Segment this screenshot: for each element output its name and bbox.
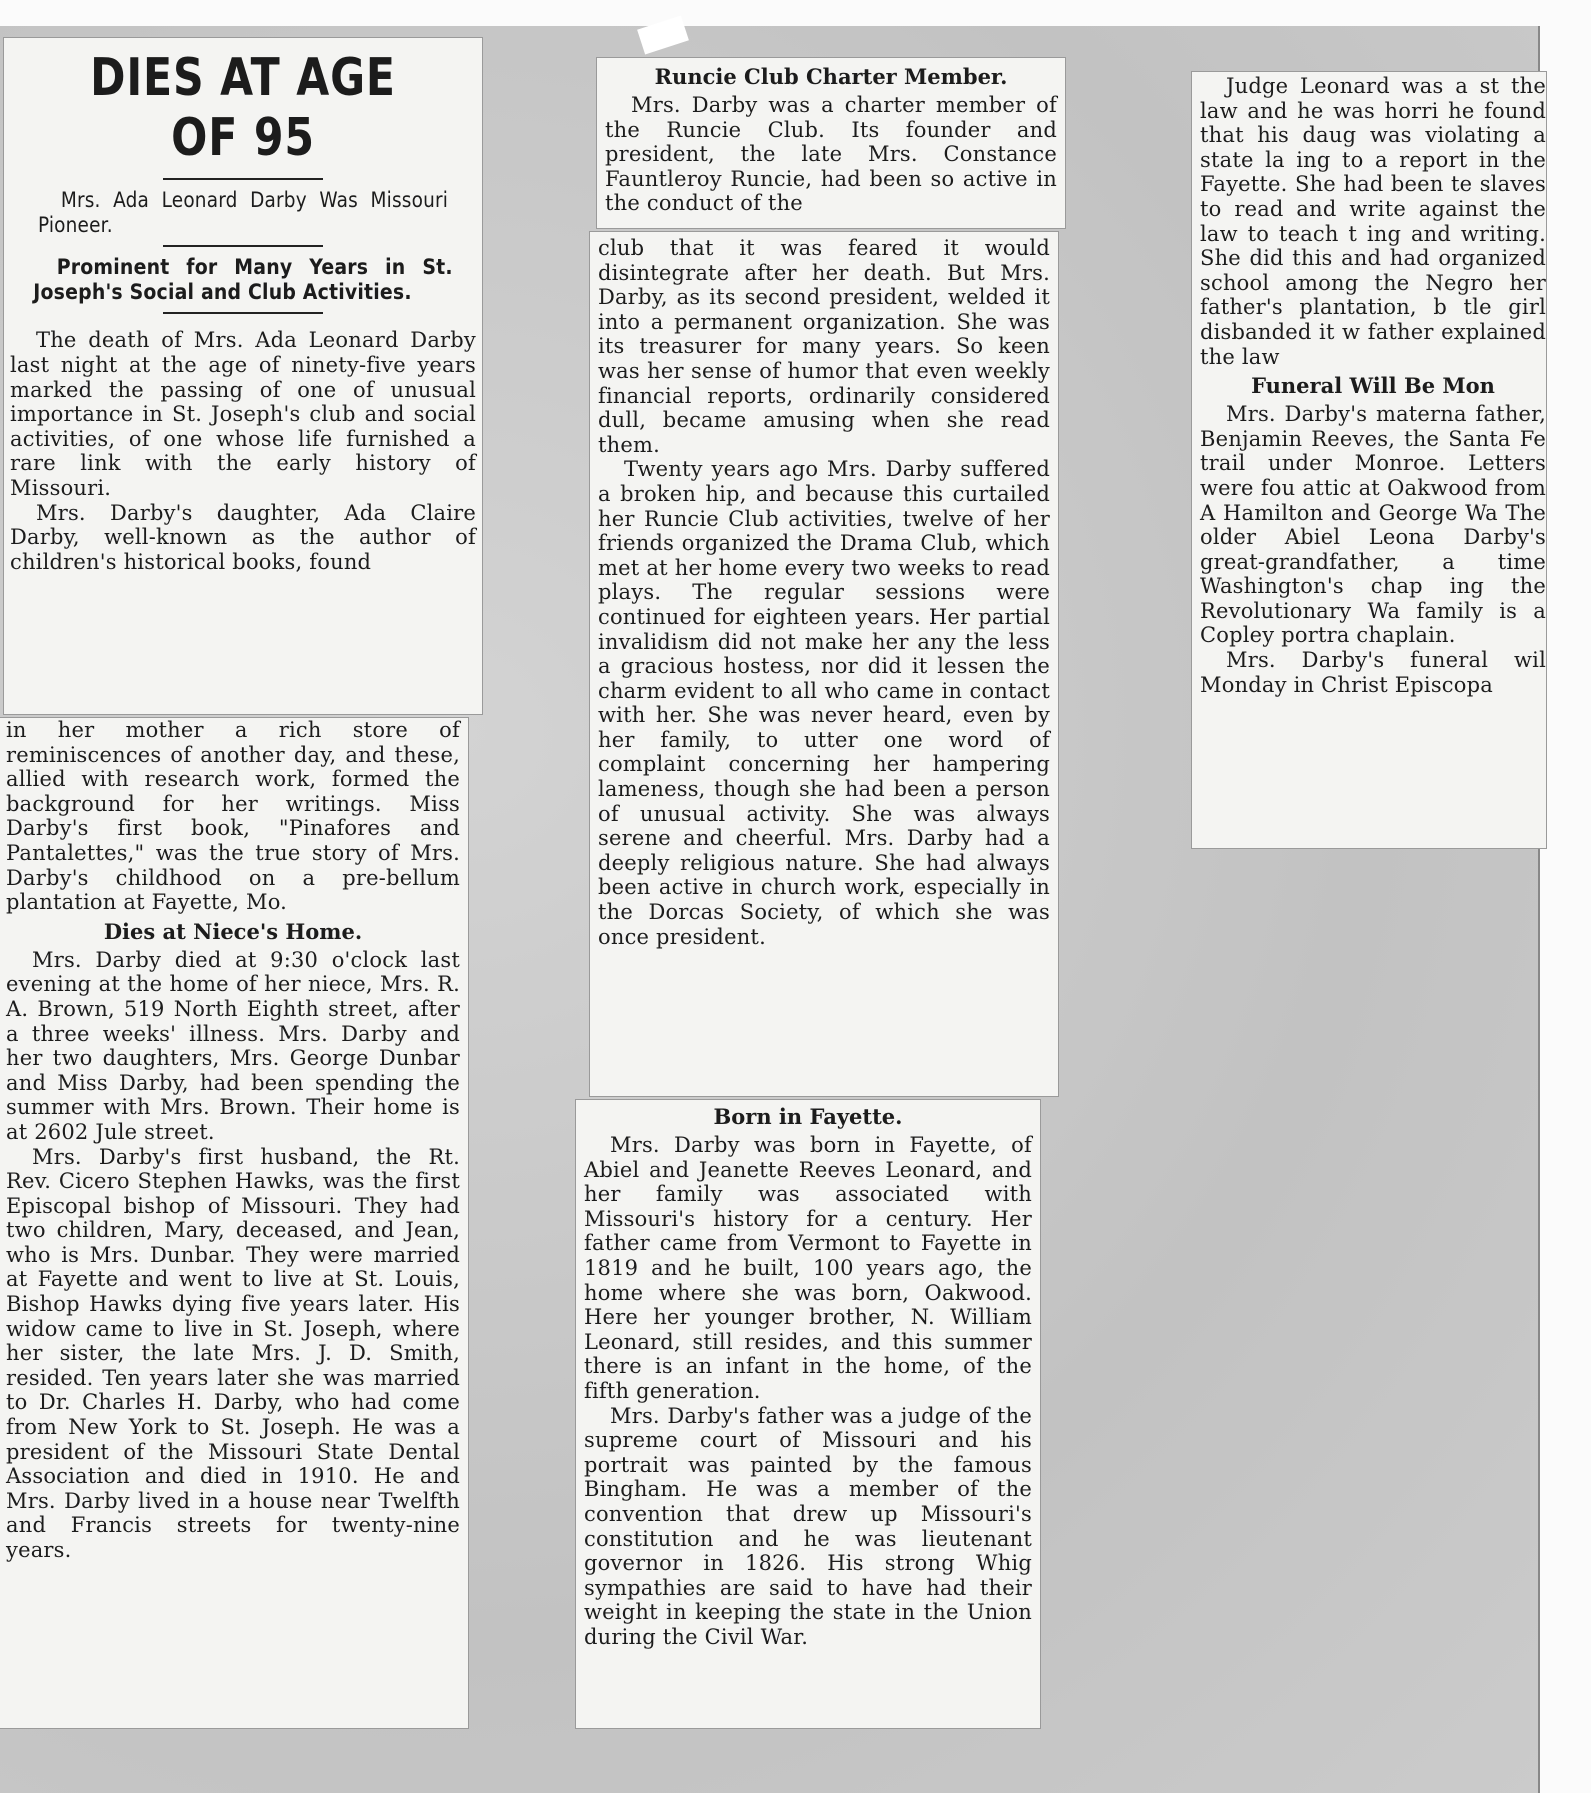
clipping-column-2-middle [590,232,1058,1096]
article-paragraph: Mrs. Darby's funeral wil Monday in Christ Episcopa [1200,648,1546,697]
article-paragraph: Mrs. Darby was a charter member of the Runcie Club. Its founder and president, the late Mrs. Constance Fauntleroy Runcie, had been so active in the conduct of the [605,93,1057,216]
article-paragraph: in her mother a rich store of reminiscences of another day, and these, allied with research work, formed the background for her writings. Miss Darby's first book, "Pinafores and Pantalettes," was the true story of Mrs. Darby's childhood on a pre-bellum plantation at Fayette, Mo. [6,718,460,915]
article-paragraph: Mrs. Darby's first husband, the Rt. Rev. Cicero Stephen Hawks, was the first Episcopal bishop of Missouri. They had two children, Mary, deceased, and Jean, who is Mrs. Dunbar. They were married at Fayette and went to live at St. Louis, Bishop Hawks dying five years later. His widow came to live in St. Joseph, where her sister, the late Mrs. J. D. Smith, resided. Ten years later she was married to Dr. Charles H. Darby, who had come from New York to St. Joseph. He was a president of the Missouri State Dental Association and died in 1910. He and Mrs. Darby lived in a house near Twelfth and Francis streets for twenty-nine years. [6,1144,460,1562]
headline: DIES AT AGE OF 95 [90,48,396,168]
section-heading: Born in Fayette. [713,1104,903,1129]
article-paragraph: Twenty years ago Mrs. Darby suffered a broken hip, and because this curtailed her Runcie Club activities, twelve of her friends organized the Drama Club, which met at her home every two weeks to read plays. The regular sessions were continued for eighteen years. Her partial invalidism did not make her any the less a gracious hostess, nor did it lessen the charm evident to all who came in contact with her. She was never heard, even by her family, to utter one word of complaint concerning her hampering lameness, though she had been a person of unusual activity. She was always serene and cheerful. Mrs. Darby had a deeply religious nature. She had always been active in church work, especially in the Dorcas Society, of which she was once president. [598,457,1050,949]
divider-rule [163,178,323,180]
clipping-column-2-bottom [576,1100,1040,1728]
clipping-column-1-continued [0,718,468,1728]
section-heading: Runcie Club Charter Member. [654,64,1008,89]
section-heading: Dies at Niece's Home. [103,918,363,944]
article-paragraph: Mrs. Darby's father was a judge of the supreme court of Missouri and his portrait was painted by the famous Bingham. He was a member of the convention that drew up Missouri's constitution and he was lieutenant governor in 1826. His strong Whig sympathies are said to have had their weight in keeping the state in the Union during the Civil War. [584,1403,1032,1649]
divider-rule [163,245,323,247]
clipping-headline-block [4,38,482,714]
article-paragraph: Judge Leonard was a st the law and he was horri he found that his daug was violating a state la ing to a report in the Fayette. She had been te slaves to read and write against the law to teach t ing and writing. She did this and had organized school among the Negro her father's plantation, b tle girl disbanded it w father explained the law [1200,74,1546,369]
subheadline-secondary: Prominent for Many Years in St. Joseph's Social and Club Activities. [33,255,453,304]
article-paragraph: Mrs. Darby was born in Fayette, of Abiel and Jeanette Reeves Leonard, and her family was associated with Missouri's history for a century. Her father came from Vermont to Fayette in 1819 and he built, 100 years ago, the home where she was born, Oakwood. Here her younger brother, N. William Leonard, still resides, and this summer there is an infant in the home, of the fifth generation. [584,1133,1032,1403]
article-paragraph: Mrs. Darby's daughter, Ada Claire Darby, well-known as the author of children's historical books, found [10,500,476,574]
article-paragraph: Mrs. Darby died at 9:30 o'clock last evening at the home of her niece, Mrs. R. A. Brown, 519 North Eighth street, after a three weeks' illness. Mrs. Darby and her two daughters, Mrs. George Dunbar and Miss Darby, had been spending the summer with Mrs. Brown. Their home is at 2602 Jule street. [6,947,460,1144]
article-paragraph: Mrs. Darby's materna father, Benjamin Reeves, the Santa Fe trail under Monroe. Letters were fou attic at Oakwood from A Hamilton and George Wa The older Abiel Leona Darby's great-grandfather, a time Washington's chap ing the Revolutionary Wa family is a Copley portra chaplain. [1200,402,1546,648]
subheadline: Mrs. Ada Leonard Darby Was Missouri Pioneer. [37,188,449,237]
article-paragraph: The death of Mrs. Ada Leonard Darby last night at the age of ninety-five years marked the passing of one of unusual importance in St. Joseph's club and social activities, of one whose life furnished a rare link with the early history of Missouri. [10,328,476,500]
clipping-column-2-top [597,58,1065,228]
divider-rule [163,312,323,314]
article-paragraph: club that it was feared it would disintegrate after her death. But Mrs. Darby, as its second president, welded it into a permanent organization. She was its treasurer for many years. So keen was her sense of humor that even weekly financial reports, ordinarily considered dull, became amusing when she read them. [598,236,1050,457]
section-heading: Funeral Will Be Mon [1251,373,1495,399]
clipping-column-3 [1192,72,1546,848]
